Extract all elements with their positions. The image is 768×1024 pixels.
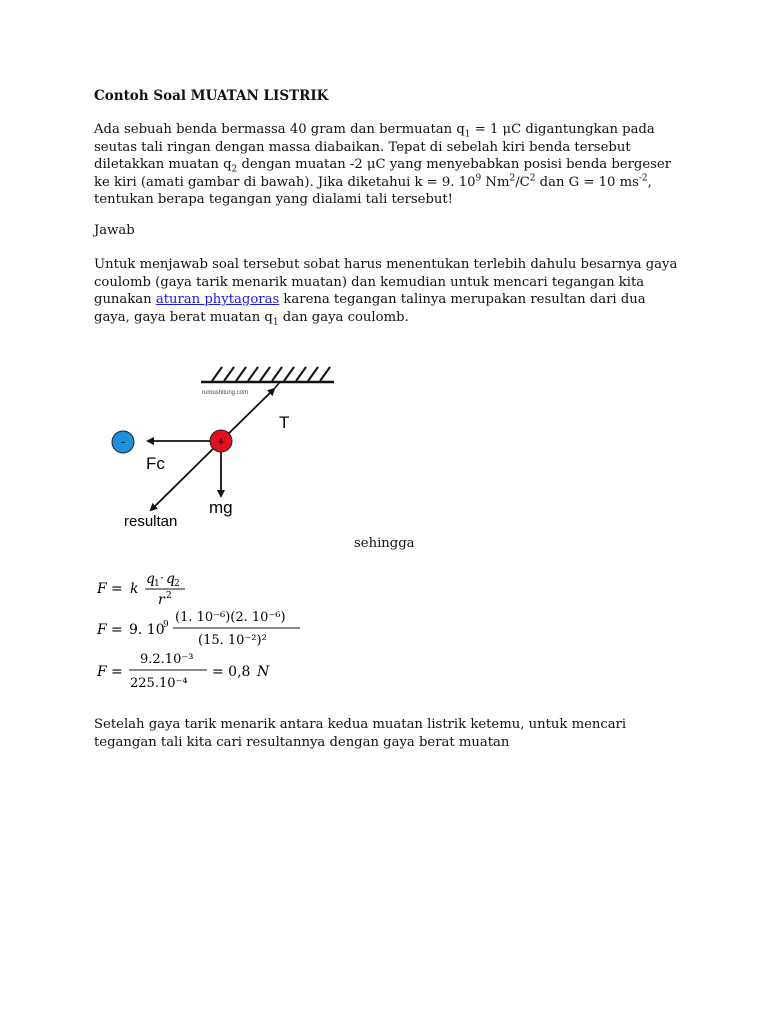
- svg-text:= 0,8: = 0,8: [212, 664, 251, 680]
- svg-text:F: F: [97, 581, 107, 597]
- svg-text:q: q: [166, 571, 175, 587]
- sehingga-text: sehingga: [354, 536, 415, 551]
- svg-text:r: r: [158, 592, 165, 608]
- equation-3: [97, 652, 270, 691]
- svg-text:(1. 10⁻⁶)(2. 10⁻⁶): (1. 10⁻⁶)(2. 10⁻⁶): [175, 610, 286, 625]
- svg-text:=: =: [111, 664, 123, 680]
- svg-text:k: k: [130, 581, 139, 597]
- equations-block: [97, 566, 397, 696]
- ceiling-support: [201, 367, 334, 382]
- closing-paragraph: Setelah gaya tarik menarik antara kedua muatan listrik ketemu, untuk mencari tegangan tali kita cari resultannya dengan gaya berat muatan: [94, 717, 627, 750]
- svg-text:=: =: [111, 622, 123, 638]
- svg-text:+: +: [217, 434, 225, 449]
- svg-text:F: F: [97, 622, 107, 638]
- watermark-text: rumushitung.com: [202, 390, 249, 396]
- weight-label: mg: [209, 498, 233, 517]
- equation-2: [97, 610, 300, 648]
- svg-text:=: =: [111, 581, 123, 597]
- negative-charge: [112, 431, 134, 453]
- coulomb-force-label: Fc: [146, 454, 165, 473]
- force-diagram: [100, 355, 350, 535]
- svg-text:225.10⁻⁴: 225.10⁻⁴: [130, 676, 188, 691]
- svg-text:9: 9: [163, 620, 169, 630]
- svg-text:2: 2: [174, 579, 180, 589]
- page-title: Contoh Soal MUATAN LISTRIK: [94, 88, 329, 104]
- solution-paragraph: Untuk menjawab soal tersebut sobat harus menentukan terlebih dahulu besarnya gaya coulomb (gaya tarik menarik muatan) dan kemudian untuk mencari tegangan kita gunakan aturan phytagoras karena tegangan talinya merupakan resultan dari dua gaya, gaya berat muatan $q_1$ dan gaya coulomb.: [94, 257, 678, 328]
- svg-text:9.2.10⁻³: 9.2.10⁻³: [140, 652, 194, 667]
- svg-text:9. 10: 9. 10: [129, 622, 165, 638]
- jawab-heading: Jawab: [94, 223, 135, 238]
- problem-paragraph: Ada sebuah benda bermassa 40 gram dan bermuatan $q_1 = 1$ μC digantungkan pada seutas tali ringan dengan massa diabaikan. Tepat di sebelah kiri benda tersebut diletakkan muatan $q_2$ dengan muatan -2 μC yang menyebabkan posisi benda bergeser ke kiri (amati gambar di bawah). Jika diketahui k = 9. $10^9$ $Nm^2/C^2$ dan G = 10 $ms^{-2}$, tentukan berapa tegangan yang dialami tali tersebut!: [94, 122, 672, 207]
- positive-charge: [210, 430, 232, 452]
- svg-text:N: N: [257, 664, 270, 680]
- svg-text:F: F: [97, 664, 107, 680]
- aturan-phytagoras-link[interactable]: aturan phytagoras: [155, 292, 280, 307]
- svg-text:2: 2: [166, 591, 172, 601]
- equation-1: [97, 571, 185, 608]
- svg-text:q: q: [146, 571, 155, 587]
- svg-text:(15. 10⁻²)²: (15. 10⁻²)²: [198, 633, 267, 648]
- resultant-label: resultan: [124, 513, 178, 530]
- svg-text:1: 1: [154, 579, 160, 589]
- tension-label: T: [279, 413, 290, 432]
- svg-text:·: ·: [160, 571, 164, 585]
- svg-text:-: -: [120, 434, 126, 449]
